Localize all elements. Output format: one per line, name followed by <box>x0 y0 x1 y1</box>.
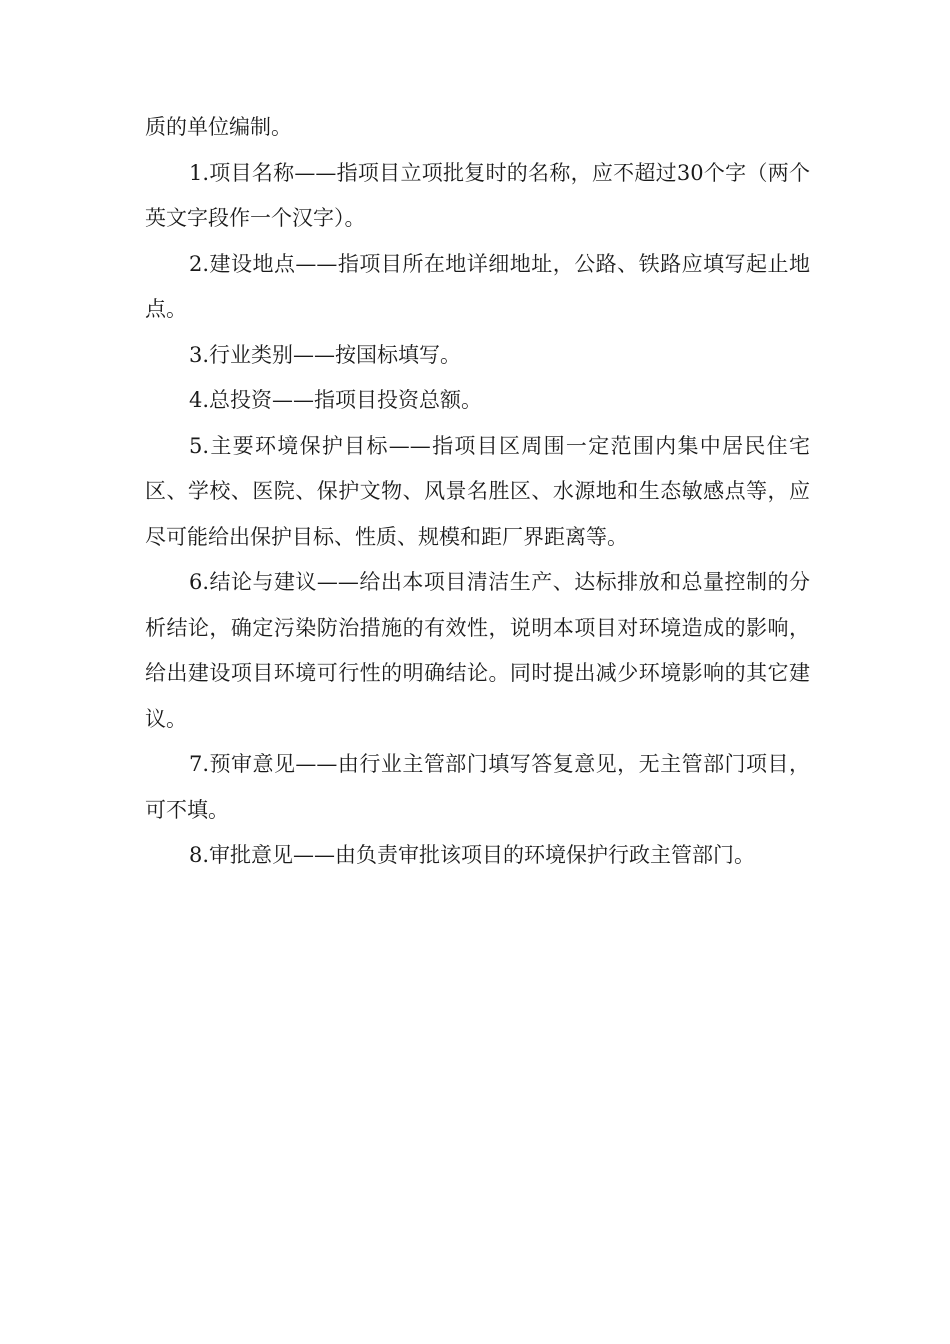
paragraph-pre-review: 7.预审意见——由行业主管部门填写答复意见，无主管部门项目，可不填。 <box>145 752 810 822</box>
paragraph-conclusion: 6.结论与建议——给出本项目清洁生产、达标排放和总量控制的分析结论，确定污染防治措施的有效性，说明本项目对环境造成的影响，给出建设项目环境可行性的明确结论。同时提出减少环境影响的其它建议。 <box>145 570 810 731</box>
paragraph-protection-targets: 5.主要环境保护目标——指项目区周围一定范围内集中居民住宅区、学校、医院、保护文物、风景名胜区、水源地和生态敏感点等，应尽可能给出保护目标、性质、规模和距厂界距离等。 <box>145 433 810 549</box>
paragraph-project-name: 1.项目名称——指项目立项批复时的名称，应不超过30个字（两个英文字段作一个汉字）。 <box>145 160 810 230</box>
paragraph-construction-site: 2.建设地点——指项目所在地详细地址，公路、铁路应填写起止地点。 <box>145 251 810 321</box>
paragraph-industry-category: 3.行业类别——按国标填写。 <box>189 342 462 367</box>
paragraph-total-investment: 4.总投资——指项目投资总额。 <box>189 388 483 412</box>
paragraph-continuation: 质的单位编制。 <box>145 115 292 139</box>
paragraph-approval: 8.审批意见——由负责审批该项目的环境保护行政主管部门。 <box>189 843 756 867</box>
document-body <box>145 105 810 879</box>
